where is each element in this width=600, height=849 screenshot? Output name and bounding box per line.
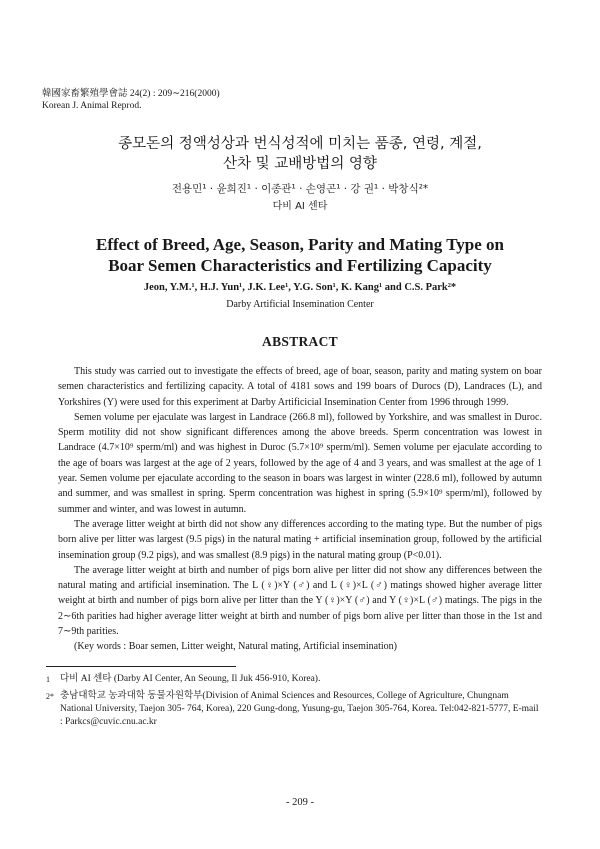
english-affiliation: Darby Artificial Insemination Center: [226, 299, 374, 310]
abstract-paragraph: The average litter weight at birth and number of pigs born alive per litter did not show any differences between the natural mating and artificial insemination. The L (♀)×Y (♂) and L (♀)×L (♂) matings showed higher average litter weight at birth and number of pigs born alive per litter than the Y (♀)×Y (♂) and Y (♀)×L (♂) matings. The pigs in the 2∼6th parities had higher average litter weight at birth and number of pigs born alive per litter than those in the 1st and 7∼9th parities.: [58, 564, 542, 638]
journal-citation-english: Korean J. Animal Reprod.: [42, 101, 142, 111]
abstract-heading: ABSTRACT: [262, 334, 338, 349]
keywords: (Key words : Boar semen, Litter weight, Natural mating, Artificial insemination): [74, 641, 397, 653]
english-authors: Jeon, Y.M.¹, H.J. Yun¹, J.K. Lee¹, Y.G. Son¹, K. Kang¹ and C.S. Park²*: [143, 282, 457, 293]
korean-title-line1: 종모돈의 정액성상과 번식성적에 미치는 품종, 연령, 계절,: [118, 136, 482, 152]
abstract-body: [58, 364, 542, 655]
korean-title: [58, 134, 542, 174]
abstract-paragraph: The average litter weight at birth did not show any differences according to the mating type. But the number of pigs born alive per litter was largest (9.5 pigs) in the natural mating + artificial insemination group, followed by the artificial insemination group (9.2 pigs), and was smallest (8.9 pigs) in the natural mating group (P<0.01).: [58, 518, 542, 561]
english-title: [58, 234, 542, 276]
abstract-paragraph: This study was carried out to investigate the effects of breed, age of boar, season, parity and mating system on boar semen characteristics and fertilizing capacity. A total of 4181 sows and 199 boars of Durocs (D), Landraces (L), and Yorkshires (Y) were used for this experiment at Darby Artificicial Insemination Center from 1996 through 1999.: [58, 366, 542, 408]
korean-authors: 전용민¹ · 윤희진¹ · 이종관¹ · 손영곤¹ · 강 권¹ · 박창식²*: [171, 183, 429, 195]
abstract-paragraph: Semen volume per ejaculate was largest in Landrace (266.8 ml), followed by Yorkshire, and was smallest in Duroc. Sperm motility did not show significant differences among the above breeds. Sperm concentration was lowest in Landrace (4.7×10⁹ sperm/ml) and was highest in Duroc (5.7×10⁹ sperm/ml). Semen volume per ejaculate according to the age of boars was largest at the age of 2 years, followed by the age of 4 and 3 years, and was smallest at the age of 1 year. Semen volume per ejaculate according to the season in boars was largest in winter (228.6 ml), followed by autumn and summer, and was smallest in spring. Sperm concentration was highest in spring (5.9×10⁹ sperm/ml), followed by summer and winter, and was lowest in autumn.: [58, 411, 542, 515]
journal-citation-korean: 韓國家畜繁殖學會誌 24(2) : 209∼216(2000): [42, 89, 220, 99]
footnote: [46, 673, 542, 686]
footnote: [46, 690, 542, 729]
korean-title-line2: 산차 및 교배방법의 영향: [223, 156, 377, 172]
english-title-line2: Boar Semen Characteristics and Fertilizing Capacity: [108, 256, 492, 275]
footnote-divider: [46, 666, 236, 667]
journal-citation: [42, 88, 542, 112]
page-number: - 209 -: [286, 797, 314, 808]
english-title-line1: Effect of Breed, Age, Season, Parity and Mating Type on: [96, 235, 504, 254]
footnotes: [46, 673, 542, 729]
footnote-text: 충남대학교 농과대학 동물자원학부(Division of Animal Sciences and Resources, College of Agriculture, Chungnam National University, Taejon 305- 764, Korea), 220 Gung-dong, Yusung-gu, Taejon 305-764, Korea. Tel:042-821-5777, E-mail : Parkcs@cuvic.cnu.ac.kr: [60, 690, 539, 727]
footnote-mark: 2*: [46, 691, 54, 701]
footnote-text: 다비 AI 센타 (Darby AI Center, An Seoung, Il Juk 456-910, Korea).: [60, 673, 321, 684]
korean-affiliation: 다비 AI 센타: [272, 201, 328, 212]
footnote-mark: 1: [46, 674, 50, 684]
